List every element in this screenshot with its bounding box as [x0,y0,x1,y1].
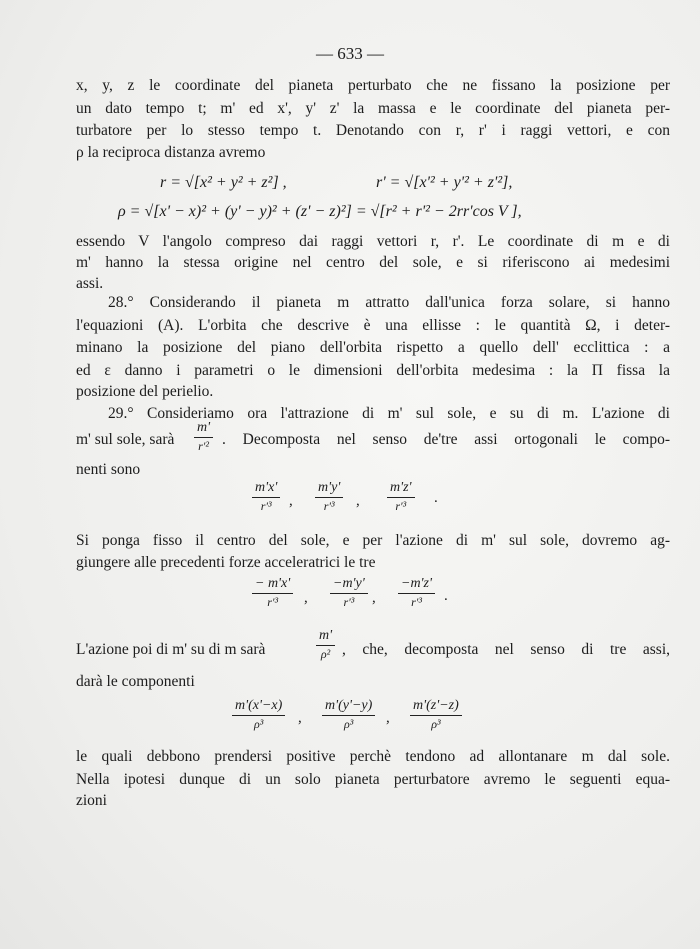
text-line: zioni [76,792,107,809]
text-line: . Decomposta nel senso de'tre assi ortogonali le compo- [222,431,670,448]
fraction: m'(z'−z) ρ³ [410,698,462,732]
paragraph-29-start: 29.° Consideriamo ora l'attrazione di m' sul sole, e su di m. L'azione di [108,405,670,422]
text-line: le quali debbono prendersi positive perchè tendono ad allontanare m dal sole. [76,748,670,765]
text-line: essendo V l'angolo compreso dai raggi vettori r, r'. Le coordinate di m e di [76,233,670,250]
comma: , [298,710,302,726]
text-line: m' sul sole, sarà [76,431,175,448]
fraction-inline: m' r'² [194,420,213,454]
text-line: un dato tempo t; m' ed x', y' z' la massa e le coordinate del pianeta per- [76,100,670,117]
equation-r: r = √[x² + y² + z²] , [160,174,287,191]
text-line: ed ε danno i parametri o le dimensioni dell'orbita medesima : la Π fissa la [76,362,670,379]
fraction: − m'x' r'³ [252,576,293,610]
comma: , [386,710,390,726]
equation-rho: ρ = √[x' − x)² + (y' − y)² + (z' − z)²] = √[r² + r'² − 2rr'cos V ], [118,203,522,220]
period: . [444,588,448,604]
comma: , [304,590,308,606]
fraction: m'z' r'³ [387,480,415,514]
fraction-inline: m' ρ² [316,628,335,662]
comma: , [356,493,360,509]
text-line: minano la posizione del piano dell'orbita rispetto a quello dell' ecclittica : a [76,339,670,356]
text-line: L'azione poi di m' su di m sarà [76,641,266,658]
text-line: l'equazioni (A). L'orbita che descrive è una ellisse : le quantità Ω, i deter- [76,317,670,334]
text-line: Si ponga fisso il centro del sole, e per l'azione di m' sul sole, dovremo ag- [76,532,670,549]
equation-r-prime: r' = √[x'² + y'² + z'²], [376,174,513,191]
period: . [434,490,438,506]
fraction: m'(y'−y) ρ³ [322,698,375,732]
fraction: −m'y' r'³ [330,576,368,610]
text-line: assi. [76,275,104,292]
text-line: m' hanno la stessa origine nel centro del sole, e si riferiscono ai medesimi [76,254,670,271]
text-line: nenti sono [76,461,141,478]
fraction: m'(x'−x) ρ³ [232,698,285,732]
fraction: m'y' r'³ [315,480,343,514]
comma: , [372,590,376,606]
fraction: −m'z' r'³ [398,576,435,610]
text-line: , che, decomposta nel senso di tre assi, [342,641,670,658]
text-line: Nella ipotesi dunque di un solo pianeta perturbatore avremo le seguenti equa- [76,771,670,788]
text-line: x, y, z le coordinate del pianeta perturbato che ne fissano la posizione per [76,77,670,94]
text-line: darà le componenti [76,673,195,690]
text-line: posizione del perielio. [76,383,214,400]
text-line: turbatore per lo stesso tempo t. Denotando con r, r' i raggi vettori, e con [76,122,670,139]
comma: , [289,493,293,509]
page-number: — 633 — [316,44,384,63]
paragraph-28-start: 28.° Considerando il pianeta m attratto dall'unica forza solare, si hanno [108,294,670,311]
fraction: m'x' r'³ [252,480,280,514]
text-line: giungere alle precedenti forze acceleratrici le tre [76,554,376,571]
text-line: ρ la reciproca distanza avremo [76,144,266,161]
